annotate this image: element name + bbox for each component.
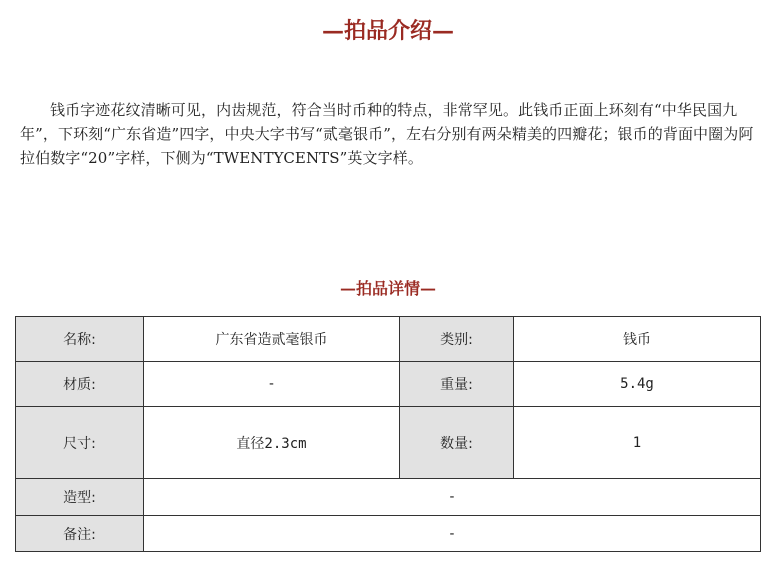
size-label: 尺寸: <box>16 407 144 479</box>
table-row <box>16 362 761 407</box>
details-title: —拍品详情— <box>339 279 436 298</box>
table-row <box>16 479 761 516</box>
weight-label: 重量: <box>400 362 514 407</box>
category-label: 类别: <box>400 317 514 362</box>
weight-value: 5.4g <box>514 362 761 407</box>
table-row <box>16 317 761 362</box>
category-value: 钱币 <box>514 317 761 362</box>
quantity-label: 数量: <box>400 407 514 479</box>
shape-value: - <box>144 479 761 516</box>
shape-label: 造型: <box>16 479 144 516</box>
table-row <box>16 407 761 479</box>
name-value: 广东省造贰毫银币 <box>144 317 400 362</box>
details-table <box>15 316 761 552</box>
page-title: —拍品介绍— <box>321 18 454 44</box>
quantity-value: 1 <box>514 407 761 479</box>
material-value: - <box>144 362 400 407</box>
material-label: 材质: <box>16 362 144 407</box>
table-row <box>16 516 761 552</box>
name-label: 名称: <box>16 317 144 362</box>
remark-value: - <box>144 516 761 552</box>
item-description: 钱币字迹花纹清晰可见，内齿规范，符合当时币种的特点，非常罕见。此钱币正面上环刻有“中华民国九年”，下环刻“广东省造”四字，中央大字书写“贰毫银币”，左右分别有两朵精美的四瓣花；银币的背面中圈为阿拉伯数字“20”字样，下侧为“TWENTYCENTS”英文字样。 <box>20 101 754 167</box>
remark-label: 备注: <box>16 516 144 552</box>
size-value: 直径2.3cm <box>144 407 400 479</box>
